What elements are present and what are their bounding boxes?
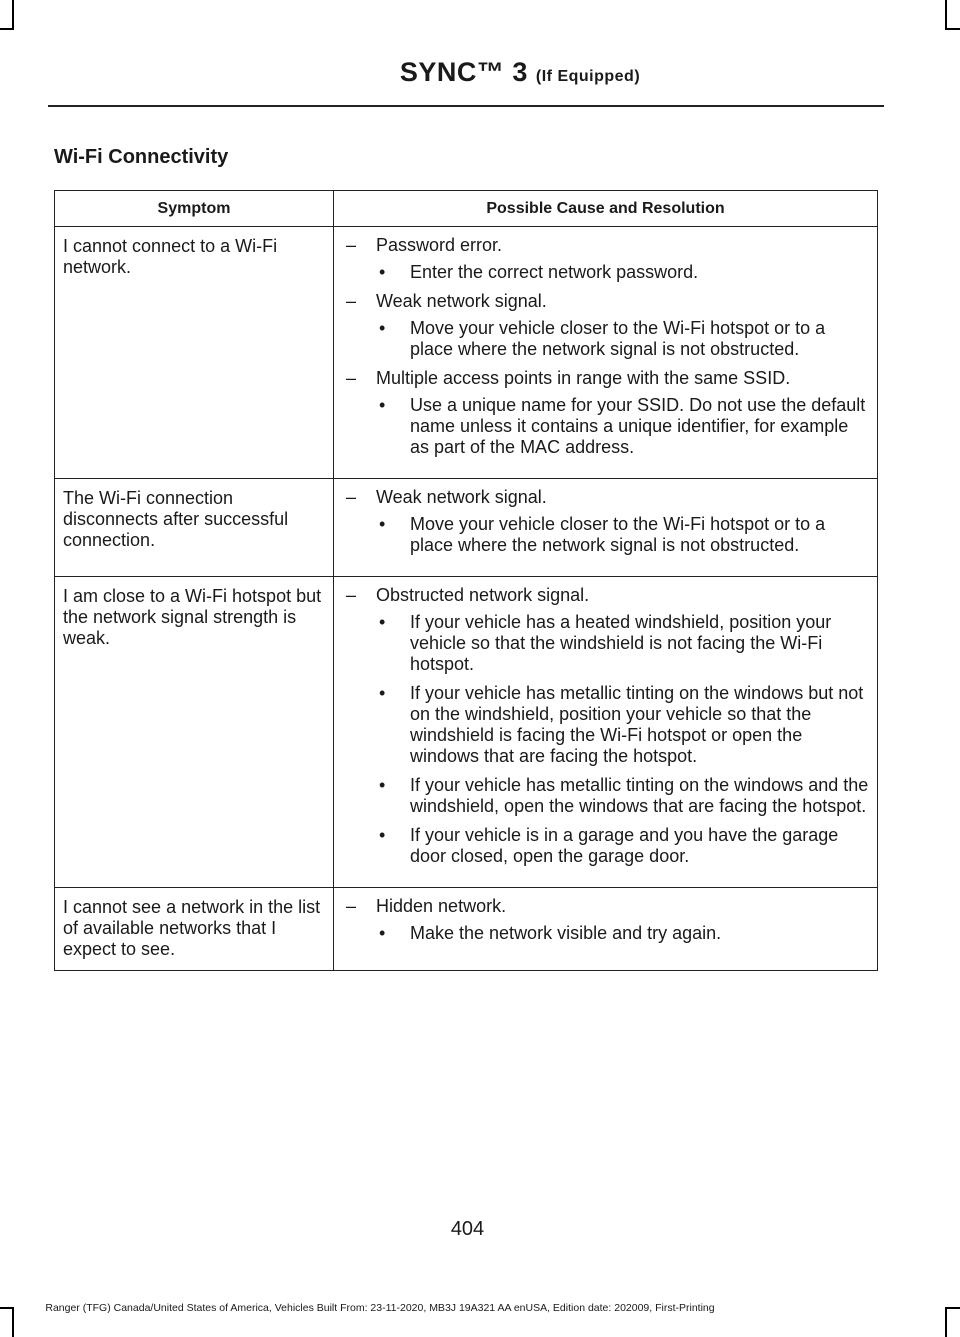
dash-marker: – (346, 235, 357, 255)
cause-text: Weak network signal. (376, 291, 547, 311)
footer-text: Ranger (TFG) Canada/United States of America, Vehicles Built From: 23-11-2020, MB3J 19A321 AA enUSA, Edition date: 202009, First-Printing (45, 1302, 715, 1314)
bullet-marker: • (379, 775, 386, 795)
resolution-step (376, 923, 871, 944)
resolution-step (376, 262, 871, 283)
table-row (55, 577, 878, 888)
cause-text: Multiple access points in range with the same SSID. (376, 368, 791, 388)
crop-mark-top-left (0, 28, 14, 30)
bullet-marker: • (379, 825, 386, 845)
table-header-row (55, 191, 878, 227)
crop-mark-top-left (12, 0, 14, 28)
symptom-cell: I am close to a Wi-Fi hotspot but the network signal strength is weak. (55, 577, 334, 888)
dash-marker: – (346, 896, 357, 916)
resolution-text: Move your vehicle closer to the Wi-Fi hotspot or to a place where the network signal is not obstructed. (410, 514, 826, 555)
header-subtitle: (If Equipped) (535, 68, 641, 85)
resolution-step (376, 514, 871, 556)
dash-marker: – (346, 487, 357, 507)
section-heading: Wi-Fi Connectivity (54, 146, 229, 168)
cause-item (346, 368, 871, 389)
table-row (55, 227, 878, 479)
cause-item (346, 487, 871, 508)
column-header-symptom: Symptom (55, 191, 334, 227)
page-header-title (0, 57, 960, 88)
symptom-cell: I cannot connect to a Wi-Fi network. (55, 227, 334, 479)
crop-mark-top-right (945, 0, 947, 28)
resolution-text: If your vehicle has a heated windshield, position your vehicle so that the windshield is not facing the Wi-Fi hotspot. (410, 612, 832, 674)
resolution-step (376, 775, 871, 817)
bullet-marker: • (379, 923, 386, 943)
dash-marker: – (346, 585, 357, 605)
resolution-step (376, 318, 871, 360)
cause-text: Password error. (376, 235, 503, 255)
resolution-text: Use a unique name for your SSID. Do not use the default name unless it contains a unique identifier, for example as part of the MAC address. (410, 395, 866, 457)
bullet-marker: • (379, 262, 386, 282)
resolution-step (376, 395, 871, 458)
resolution-text: Move your vehicle closer to the Wi-Fi hotspot or to a place where the network signal is not obstructed. (410, 318, 826, 359)
bullet-marker: • (379, 318, 386, 338)
resolution-text: If your vehicle has metallic tinting on the windows and the windshield, open the windows that are facing the hotspot. (410, 775, 869, 816)
table-body (55, 227, 878, 971)
symptom-cell: The Wi-Fi connection disconnects after successful connection. (55, 479, 334, 577)
header-divider (48, 105, 884, 107)
table-row (55, 888, 878, 971)
cause-item (346, 896, 871, 917)
resolution-step (376, 683, 871, 767)
crop-mark-top-right (945, 28, 960, 30)
resolution-step (376, 612, 871, 675)
page-number: 404 (450, 1218, 485, 1240)
resolution-cell (334, 479, 878, 577)
cause-item (346, 585, 871, 606)
cause-item (346, 291, 871, 312)
dash-marker: – (346, 291, 357, 311)
resolution-text: Make the network visible and try again. (410, 923, 722, 943)
symptom-table (54, 190, 878, 971)
header-title: SYNC™ 3 (399, 57, 528, 87)
column-header-resolution: Possible Cause and Resolution (334, 191, 878, 227)
bullet-marker: • (379, 612, 386, 632)
bullet-marker: • (379, 683, 386, 703)
resolution-cell (334, 888, 878, 971)
cause-item (346, 235, 871, 256)
resolution-text: If your vehicle is in a garage and you have the garage door closed, open the garage door. (410, 825, 839, 866)
crop-mark-bottom-right (945, 1307, 960, 1309)
crop-mark-bottom-right (945, 1307, 947, 1337)
resolution-text: Enter the correct network password. (410, 262, 699, 282)
bullet-marker: • (379, 514, 386, 534)
resolution-step (376, 825, 871, 867)
resolution-text: If your vehicle has metallic tinting on the windows but not on the windshield, position your vehicle so that the windshield is facing the Wi-Fi hotspot or open the windows that are facing the hotspot. (410, 683, 864, 766)
symptom-cell: I cannot see a network in the list of available networks that I expect to see. (55, 888, 334, 971)
bullet-marker: • (379, 395, 386, 415)
dash-marker: – (346, 368, 357, 388)
cause-text: Hidden network. (376, 896, 507, 916)
cause-text: Obstructed network signal. (376, 585, 590, 605)
resolution-cell (334, 227, 878, 479)
table-row (55, 479, 878, 577)
resolution-cell (334, 577, 878, 888)
cause-text: Weak network signal. (376, 487, 547, 507)
